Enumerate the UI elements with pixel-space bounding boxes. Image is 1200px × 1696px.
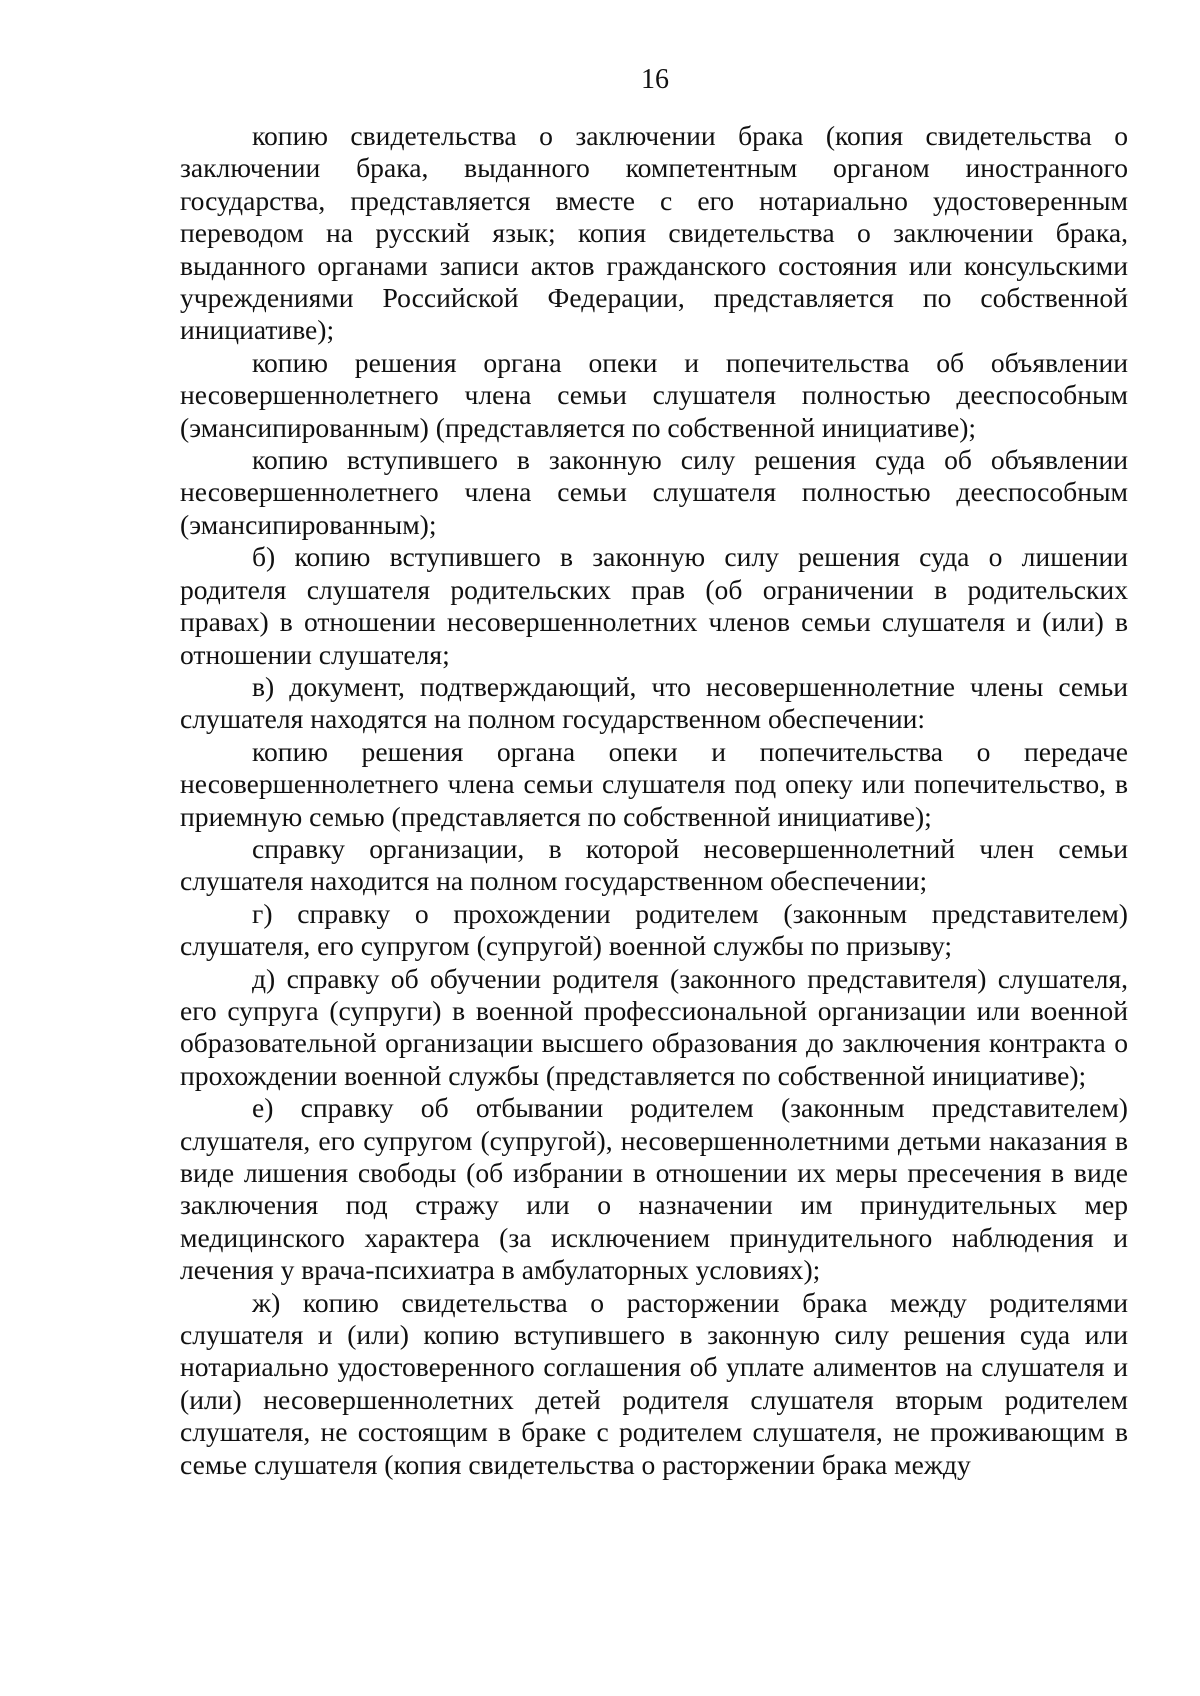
paragraph-guardianship-emancipation: копию решения органа опеки и попечительства об объявлении несовершеннолетнего члена семьи слушателя полностью дееспособным (эмансипированным) (представляется по собственной инициативе); bbox=[180, 346, 1128, 443]
paragraph-court-emancipation: копию вступившего в законную силу решения суда об объявлении несовершеннолетнего члена семьи слушателя полностью дееспособным (эмансипированным); bbox=[180, 444, 1128, 540]
document-body bbox=[180, 120, 1128, 1481]
paragraph-item-g: г) справку о прохождении родителем (законным представителем) слушателя, его супругом (супругой) военной службы по призыву; bbox=[180, 897, 1128, 962]
paragraph-marriage-certificate: копию свидетельства о заключении брака (копия свидетельства о заключении брака, выданного компетентным органом иностранного государства, представляется вместе с его нотариально удостоверенным переводом на русский язык; копия свидетельства о заключении брака, выданного органами записи актов гражданского состояния или консульскими учреждениями Российской Федерации, представляется по собственной инициативе); bbox=[180, 120, 1128, 346]
paragraph-guardianship-transfer: копию решения органа опеки и попечительства о передаче несовершеннолетнего члена семьи слушателя под опеку или попечительство, в приемную семью (представляется по собственной инициативе); bbox=[180, 735, 1128, 832]
paragraph-item-d: д) справку об обучении родителя (законного представителя) слушателя, его супруга (супруги) в военной профессиональной организации или военной образовательной организации высшего образования до заключения контракта о прохождении военной службы (представляется по собственной инициативе); bbox=[180, 962, 1128, 1091]
paragraph-item-e: е) справку об отбывании родителем (законным представителем) слушателя, его супругом (супругой), несовершеннолетними детьми наказания в виде лишения свободы (об избрании в отношении их меры пресечения в виде заключения под стражу или о назначении им принудительных мер медицинского характера (за исключением принудительного наблюдения и лечения у врача-психиатра в амбулаторных условиях); bbox=[180, 1092, 1128, 1286]
paragraph-item-v: в) документ, подтверждающий, что несовершеннолетние члены семьи слушателя находятся на полном государственном обеспечении: bbox=[180, 670, 1128, 735]
page-number: 16 bbox=[641, 64, 669, 95]
paragraph-item-b: б) копию вступившего в законную силу решения суда о лишении родителя слушателя родительских прав (об ограничении в родительских правах) в отношении несовершеннолетних членов семьи слушателя и (или) в отношении слушателя; bbox=[180, 541, 1128, 670]
paragraph-organization-certificate: справку организации, в которой несовершеннолетний член семьи слушателя находится на полном государственном обеспечении; bbox=[180, 832, 1128, 897]
paragraph-item-zh: ж) копию свидетельства о расторжении брака между родителями слушателя и (или) копию вступившего в законную силу решения суда или нотариально удостоверенного соглашения об уплате алиментов на слушателя и (или) несовершеннолетних детей родителя слушателя вторым родителем слушателя, не состоящим в браке с родителем слушателя, не проживающим в семье слушателя (копия свидетельства о расторжении брака между bbox=[180, 1286, 1128, 1480]
